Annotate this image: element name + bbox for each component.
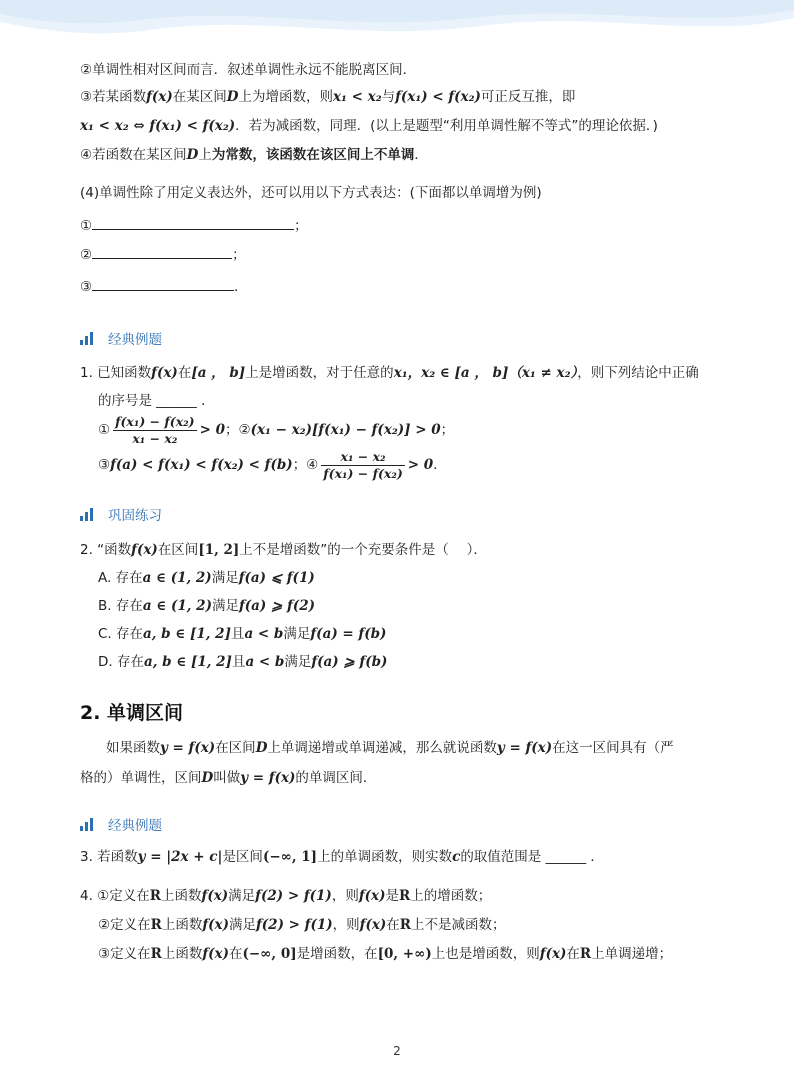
- section-header-examples-1: 经典例题: [80, 328, 162, 348]
- question-2-option-d[interactable]: D. 存在a, b ∈ [1, 2]且a < b满足f(a) ⩾ f(b): [98, 654, 388, 670]
- paragraph-line-1: 如果函数y = f(x)在区间D上单调递增或单调递减，那么就说函数y = f(x)在这一区间具有（严: [106, 740, 674, 756]
- question-1: 1. 已知函数f(x)在[a ， b]上是增函数，对于任意的x₁，x₂ ∈ [a ， b]（x₁ ≠ x₂），则下列结论中正确: [80, 365, 699, 381]
- answer-blank[interactable]: [92, 215, 294, 230]
- fill-blank-2: ② ；: [80, 244, 246, 265]
- question-1-options-a: ① $\frac{\text{f(x₁) − f(x₂)}}{\text{x₁ − x₂}}$ > 0；②(x₁ − x₂)[f(x₁) − f(x₂)] > 0；: [98, 413, 455, 446]
- header-wave-decoration: [0, 0, 794, 60]
- paragraph-line-2: 格的）单调性，区间D叫做y = f(x)的单调区间．: [80, 770, 377, 786]
- bar-chart-icon: [80, 508, 96, 521]
- bar-chart-icon: [80, 818, 96, 831]
- question-3: 3. 若函数y = |2x + c|是区间(−∞, 1]上的单调函数，则实数c的取值范围是 ______ ．: [80, 849, 604, 865]
- section-title-monotonic-interval: 2. 单调区间: [80, 702, 184, 724]
- question-4-statement-1: 4. ①定义在R上函数f(x)满足f(2) > f(1)，则f(x)是R上的增函数；: [80, 888, 492, 904]
- answer-blank[interactable]: [92, 276, 234, 291]
- section-header-examples-2: 经典例题: [80, 814, 162, 834]
- section-header-practice: 巩固练习: [80, 504, 162, 524]
- note-line-3-cont: x₁ < x₂ ⇔ f(x₁) < f(x₂)．若为减函数，同理．(以上是题型“利用单调性解不等式”的理论依据．): [80, 118, 658, 134]
- note-line-4: ④若函数在某区间D上为常数，该函数在该区间上不单调．: [80, 147, 428, 163]
- fill-blank-3: ③ ．: [80, 276, 248, 297]
- fill-blank-1: ① ；: [80, 215, 308, 236]
- question-2-option-c[interactable]: C. 存在a, b ∈ [1, 2]且a < b满足f(a) = f(b): [98, 626, 387, 642]
- fraction: $\frac{\text{f(x₁) − f(x₂)}}{\text{x₁ − x₂}}$: [115, 413, 195, 446]
- fraction: $\frac{\text{x₁ − x₂}}{\text{f(x₁) − f(x₂)}}$: [323, 448, 403, 481]
- question-2-option-b[interactable]: B. 存在a ∈ (1, 2)满足f(a) ⩾ f(2): [98, 598, 315, 614]
- question-4-statement-2: ②定义在R上函数f(x)满足f(2) > f(1)，则f(x)在R上不是减函数；: [98, 917, 506, 933]
- question-1-cont: 的序号是 ______ ．: [98, 393, 215, 409]
- page-number: 2: [393, 1044, 401, 1058]
- question-2-option-a[interactable]: A. 存在a ∈ (1, 2)满足f(a) ⩽ f(1): [98, 570, 315, 586]
- question-1-options-b: ③f(a) < f(x₁) < f(x₂) < f(b)；④ $\frac{\text{x₁ − x₂}}{\text{f(x₁) − f(x₂)}}$ > 0．: [98, 448, 447, 481]
- answer-blank[interactable]: [92, 244, 232, 259]
- bar-chart-icon: [80, 332, 96, 345]
- note-line-2: ②单调性相对区间而言．叙述单调性永远不能脱离区间．: [80, 62, 417, 78]
- question-2: 2. “函数f(x)在区间[1, 2]上不是增函数”的一个充要条件是（ ）．: [80, 542, 487, 558]
- note-line-5: (4)单调性除了用定义表达外，还可以用以下方式表达：(下面都以单调增为例): [80, 185, 542, 201]
- question-4-statement-3: ③定义在R上函数f(x)在(−∞, 0]是增函数，在[0, +∞)上也是增函数，则f(x)在R上单调递增；: [98, 946, 673, 962]
- note-line-3: ③若某函数f(x)在某区间D上为增函数，则x₁ < x₂与f(x₁) < f(x₂)可正反互推，即: [80, 89, 576, 105]
